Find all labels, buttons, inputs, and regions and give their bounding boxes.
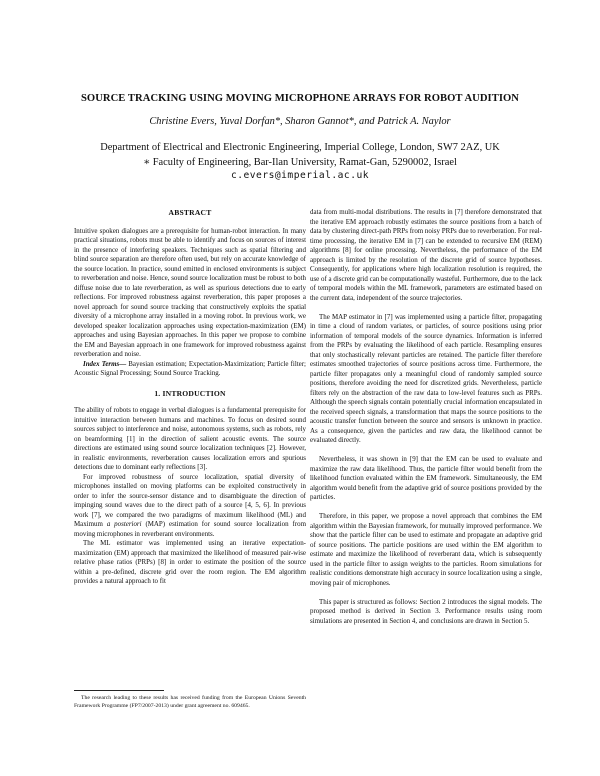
author-list: Christine Evers, Yuval Dorfan*, Sharon Gannot*, and Patrick A. Naylor <box>149 116 451 127</box>
right-paragraph-4: Therefore, in this paper, we propose a novel approach that combines the EM algorithm within the Bayesian framework, for mutually improved performance. We show that the particle filter can be used to estimate and propagate an adaptive grid of source positions. The particle positions are used within the EM algorithm to estimate and maximize the likelihood of reverberant data, which is subsequently used in the particle filter to assign weights to the particles. Room simulations for realistic conditions demonstrate high accuracy in source localization using a single, moving pair of microphones. <box>310 512 542 587</box>
affiliation-imperial: Department of Electrical and Electronic Engineering, Imperial College, London, SW7 2AZ, UK <box>100 142 500 153</box>
right-paragraph-2: The MAP estimator in [7] was implemented using a particle filter, propagating in time a cloud of random variates, or particles, of source positions using prior information of temporal models of the source dynamics. Information is inferred from the PRPs by evaluating the likelihood of each particle. Resampling ensures that only stochastically relevant particles are retained. The particle filter therefore estimates smoothed trajectories of source positions across time. Furthermore, the particle filter propagates only a meaningful cloud of randomly sampled source positions, therefore avoiding the need for discretized grids. Nevertheless, particle filters rely on the abstraction of the raw data to low-level features such as PRPs. Although the speech signals contain potentially crucial information encapsulated in the received speech signals, a transformation that maps the source positions to the acoustic transfer function between the source and sensors is unknown in practice. As a consequence, given the particles and raw data, the likelihood cannot be evaluated directly. <box>310 312 542 444</box>
contact-email: c.evers@imperial.ac.uk <box>230 170 370 181</box>
index-terms-label: Index Terms— <box>83 359 127 368</box>
footnote-divider <box>74 690 164 691</box>
right-paragraph-1: data from multi-modal distributions. The results in [7] therefore demonstrated that the iterative EM approach robustly estimates the source positions from a batch of data by clustering direct-path PRPs from noisy PRPs due to reverberation. For real-time processing, the iterative EM in [7] can be extended to recursive EM (REM) algorithms [8] for online processing. Nevertheless, the performance of the EM approach is limited by the resolution of the discrete grid of source hypotheses. Consequently, for applications where high localization resolution is required, the use of a discrete grid can be computationally wasteful. Furthermore, due to the lack of temporal models within the ML framework, parameters are estimated based on the current data, independent of the source trajectories. <box>310 208 542 302</box>
paper-title: SOURCE TRACKING USING MOVING MICROPHONE ARRAYS FOR ROBOT AUDITION <box>80 93 520 104</box>
intro-paragraph-2 <box>74 473 306 540</box>
abstract-section <box>74 208 306 379</box>
introduction-heading: 1. INTRODUCTION <box>154 388 226 398</box>
left-column <box>74 208 306 587</box>
right-paragraph-5: This paper is structured as follows: Section 2 introduces the signal models. The proposed method is derived in Section 3. Performance results using room simulations are presented in Section 4, and conclusions are drawn in Section 5. <box>310 597 542 625</box>
funding-footnote: The research leading to these results has received funding from the European Unions Seventh Framework Programme (FP7/2007-2013) under grant agreement no. 609465. <box>74 695 306 709</box>
intro-paragraph-2-part-b: (MAP) estimation for sound source localization from moving microphones in reverberant environments. <box>74 520 306 538</box>
intro-paragraph-3: The ML estimator was implemented using an iterative expectation-maximization (EM) approach that maximized the likelihood of measured pair-wise relative phase ratios (PRPs) [8] in order to estimate the position of the source within a pre-defined, discrete grid over the room region. The EM algorithm provides a natural approach to fit <box>74 539 306 585</box>
affiliation-bar-ilan: ∗ Faculty of Engineering, Bar-Ilan University, Ramat-Gan, 5290002, Israel <box>143 157 457 168</box>
index-terms <box>74 360 306 379</box>
intro-paragraph-1: The ability of robots to engage in verbal dialogues is a fundamental prerequisite for intuitive interaction between humans and machines. To focus on desired sound sources subject to interference and noise, autonomous systems, such as robots, rely on beamforming [1] in the direction of salient acoustic events. The source directions are estimated using sound source localization techniques [2]. However, in realistic environments, reverberation causes localization errors and spurious detections due to dominant early reflections [3]. <box>74 406 306 471</box>
right-paragraph-3: Nevertheless, it was shown in [9] that the EM can be used to evaluate and maximize the raw data likelihood. Thus, the particle filter would benefit from the likelihood function evaluated within the EM framework. Simultaneously, the EM algorithm would benefit from the adaptive grid of source positions provided by the particles. <box>310 455 542 501</box>
intro-paragraph-2-italic: a posteriori <box>106 520 142 528</box>
abstract-text: Intuitive spoken dialogues are a prerequisite for human-robot interaction. In many practical situations, robots must be able to identify and focus on sources of interest in the presence of interfering speakers. Techniques such as spatial filtering and blind source separation are therefore often used, but rely on accurate knowledge of the source location. In practice, sound emitted in enclosed environments is subject to reverberation and noise. Hence, sound source localization must be robust to both diffuse noise due to late reverberation, as well as spurious detections due to early reflections. For improved robustness against reverberation, this paper proposes a novel approach for sound source tracking that constructively exploits the spatial diversity of a microphone array installed in a moving robot. In previous work, we developed speaker localization approaches using expectation-maximization (EM) approaches and using Bayesian approaches. In this paper we propose to combine the EM and Bayesian approach in one framework for improved robustness against reverberation and noise. <box>74 226 306 358</box>
index-terms-text: Bayesian estimation; Expectation-Maximization; Particle filter; Acoustic Signal Processing; Sound Source Tracking. <box>74 359 306 377</box>
intro-paragraph-2-part-a: For improved robustness of source localization, spatial diversity of microphones installed on moving platforms can be exploited constructively in order to infer the source-sensor distance and to disambiguate the direction of impinging sound waves due to the direct path of a source [4, 5, 6]. In previous work [7], we compared the two paradigms of maximum likelihood (ML) and Maximum <box>74 472 306 528</box>
right-column <box>310 208 542 626</box>
abstract-heading: ABSTRACT <box>168 208 212 217</box>
